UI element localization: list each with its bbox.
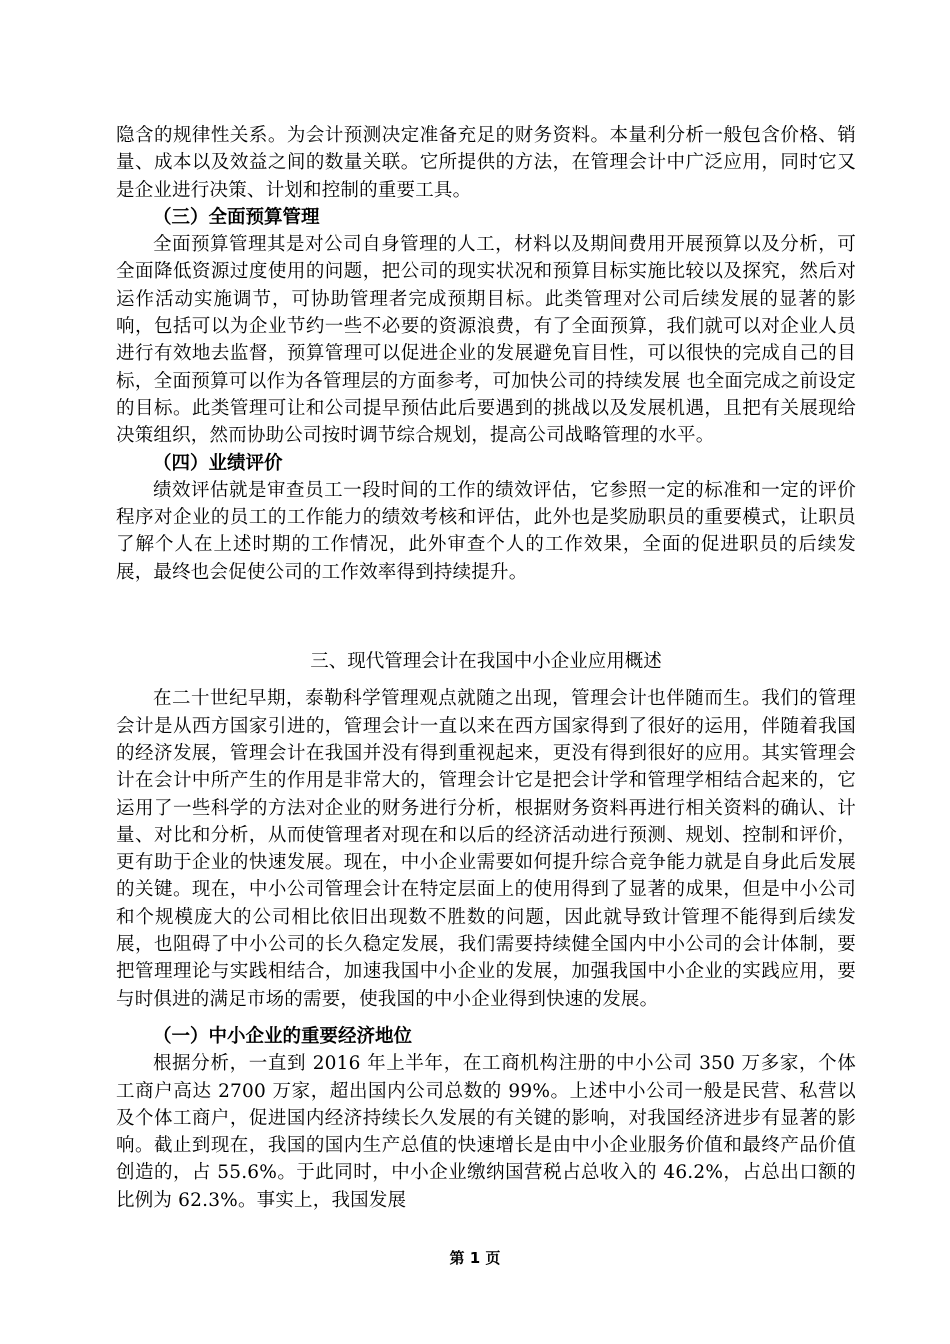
paragraph-comprehensive-budget: 全面预算管理其是对公司自身管理的人工，材料以及期间费用开展预算以及分析，可全面降低资源过度使用的问题，把公司的现实状况和预算目标实施比较以及探究，然后对运作活动实施调节，可协助管理者完成预期目标。此类管理对公司后续发展的显著的影响，包括可以为企业节约一些不必要的资源浪费，有了全面预算，我们就可以对企业人员进行有效地去监督，预算管理可以促进企业的发展避免盲目性，可以很快的完成自己的目标，全面预算可以作为各管理层的方面参考，可加快公司的持续发展 也全面完成之前设定的目标。此类管理可让和公司提早预估此后要遇到的挑战以及发展机遇，且把有关展现给决策组织，然而协助公司按时调节综合规划，提高公司战略管理的水平。 [116,234,856,447]
section-title: 三、现代管理会计在我国中小企业应用概述 [310,651,662,673]
paragraph-management-accounting-overview: 在二十世纪早期，泰勒科学管理观点就随之出现，管理会计也伴随而生。我们的管理会计是从西方国家引进的，管理会计一直以来在西方国家得到了很好的运用，伴随着我国的经济发展，管理会计在我国并没有得到重视起来，更没有得到很好的应用。其实管理会计在会计中所产生的作用是非常大的，管理会计它是把会计学和管理学相结合起来的，它运用了一些科学的方法对企业的财务进行分析，根据财务资料再进行相关资料的确认、计量、对比和分析，从而使管理者对现在和以后的经济活动进行预测、规划、控制和评价，更有助于企业的快速发展。现在，中小企业需要如何提升综合竞争能力就是自身此后发展的关键。现在，中小公司管理会计在特定层面上的使用得到了显著的成果，但是中小公司和个规模庞大的公司相比依旧出现数不胜数的问题，因此就导致计管理不能得到后续发展，也阻碍了中小公司的长久稳定发展，我们需要持续健全国内中小公司的会计体制，要把管理理论与实践相结合，加速我国中小企业的发展，加强我国中小企业的实践应用，要与时俱进的满足市场的需要，使我国的中小企业得到快速的发展。 [116,688,856,1010]
subheading-comprehensive-budget: （三）全面预算管理 [153,206,320,228]
subheading-performance-evaluation: （四）业绩评价 [153,452,283,474]
document-body [116,122,856,1214]
paragraph-sme-economic-status: 根据分析，一直到 2016 年上半年，在工商机构注册的中小公司 350 万多家，个体工商户高达 2700 万家，超出国内公司总数的 99%。上述中小公司一般是民营、私营以及个体工商户，促进国内经济持续长久发展的有关键的影响，对我国经济进步有显著的影响。截止到现在，我国的国内生产总值的快速增长是由中小企业服务价值和最终产品价值创造的，占 55.6%。于此同时，中小企业缴纳国营税占总收入的 46.2%，占总出口额的比例为 62.3%。事实上，我国发展 [116,1053,856,1211]
subheading-sme-economic-status: （一）中小企业的重要经济地位 [153,1025,413,1047]
page-number: 第 1 页 [449,1249,501,1267]
paragraph-performance-evaluation: 绩效评估就是审查员工一段时间的工作的绩效评估，它参照一定的标准和一定的评价程序对企业的员工的工作能力的绩效考核和评估，此外也是奖励职员的重要模式，让职员了解个人在上述时期的工作情况，此外审查个人的工作效果，全面的促进职员的后续发展，最终也会促使公司的工作效率得到持续提升。 [116,479,856,583]
paragraph-cvp-analysis-continued: 隐含的规律性关系。为会计预测决定准备充足的财务资料。本量利分析一般包含价格、销量、成本以及效益之间的数量关联。它所提供的方法，在管理会计中广泛应用，同时它又是企业进行决策、计划和控制的重要工具。 [116,125,856,201]
